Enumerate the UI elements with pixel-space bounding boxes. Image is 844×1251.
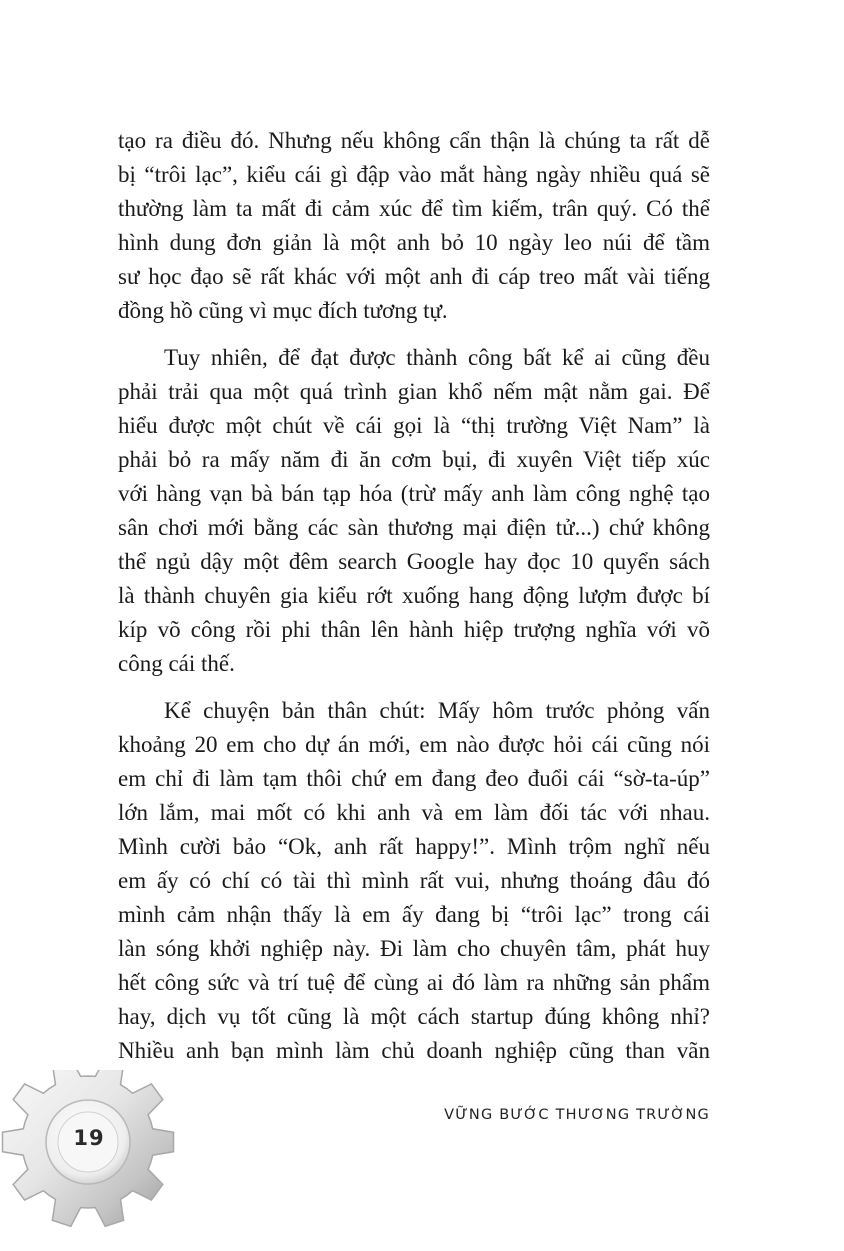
page-body: [118, 124, 710, 1069]
text-line: là thành chuyên gia kiểu rớt xuống hang động lượm được bí: [118, 583, 710, 609]
text-line: hết công sức và trí tuệ để cùng ai đó làm ra những sản phẩm: [118, 970, 710, 996]
text-line: mình cảm nhận thấy là em ấy đang bị “trôi lạc” trong cái: [118, 902, 710, 928]
paragraph-gap: [118, 329, 710, 341]
text-line: hay, dịch vụ tốt cũng là một cách startup đúng không nhỉ?: [118, 1004, 710, 1030]
text-line: em chỉ đi làm tạm thôi chứ em đang đeo đuổi cái “sờ-ta-úp”: [118, 765, 710, 791]
text-line: làn sóng khởi nghiệp này. Đi làm cho chuyên tâm, phát huy: [118, 936, 710, 962]
text-line: sư học đạo sẽ rất khác với một anh đi cáp treo mất vài tiếng: [118, 264, 710, 290]
text-line: với hàng vạn bà bán tạp hóa (trừ mấy anh làm công nghệ tạo: [118, 480, 710, 506]
text-line: Kể chuyện bản thân chút: Mấy hôm trước phỏng vấn: [164, 697, 710, 723]
text-line: em ấy có chí có tài thì mình rất vui, nhưng thoáng đâu đó: [118, 867, 710, 893]
running-title: VỮNG BƯỚC THƯƠNG TRƯỜNG: [444, 1107, 710, 1123]
text-line: lớn lắm, mai mốt có khi anh và em làm đối tác với nhau.: [118, 799, 710, 825]
text-line: phải trải qua một quá trình gian khổ nếm mật nằm gai. Để: [118, 378, 710, 404]
text-line: khoảng 20 em cho dự án mới, em nào được hỏi cái cũng nói: [118, 731, 710, 757]
text-line: thể ngủ dậy một đêm search Google hay đọc 10 quyển sách: [118, 549, 710, 575]
text-line: Tuy nhiên, để đạt được thành công bất kể ai cũng đều: [164, 344, 710, 370]
page-number: 19: [73, 1126, 105, 1150]
text-line: tạo ra điều đó. Nhưng nếu không cẩn thận là chúng ta rất dễ: [118, 128, 710, 153]
text-line: Nhiều anh bạn mình làm chủ doanh nghiệp cũng than vãn: [118, 1038, 710, 1064]
text-line: bị “trôi lạc”, kiểu cái gì đập vào mắt hàng ngày nhiều quá sẽ: [118, 162, 710, 188]
text-line: sân chơi mới bằng các sàn thương mại điện tử...) chứ không: [118, 515, 710, 541]
text-line: phải bỏ ra mấy năm đi ăn cơm bụi, đi xuyên Việt tiếp xúc: [118, 446, 710, 472]
text-line: công cái thế.: [118, 651, 235, 677]
text-line: kíp võ công rồi phi thân lên hành hiệp trượng nghĩa với võ: [118, 617, 710, 643]
text-line: hiểu được một chút về cái gọi là “thị trường Việt Nam” là: [118, 412, 710, 438]
text-line: đồng hồ cũng vì mục đích tương tự.: [118, 298, 448, 324]
gear-icon: [0, 1070, 190, 1246]
text-line: Mình cười bảo “Ok, anh rất happy!”. Mình trộm nghĩ nếu: [118, 833, 710, 859]
text-line: hình dung đơn giản là một anh bỏ 10 ngày leo núi để tầm: [118, 230, 710, 256]
text-line: thường làm ta mất đi cảm xúc để tìm kiếm, trân quý. Có thể: [118, 196, 710, 222]
paragraph-gap: [118, 682, 710, 694]
